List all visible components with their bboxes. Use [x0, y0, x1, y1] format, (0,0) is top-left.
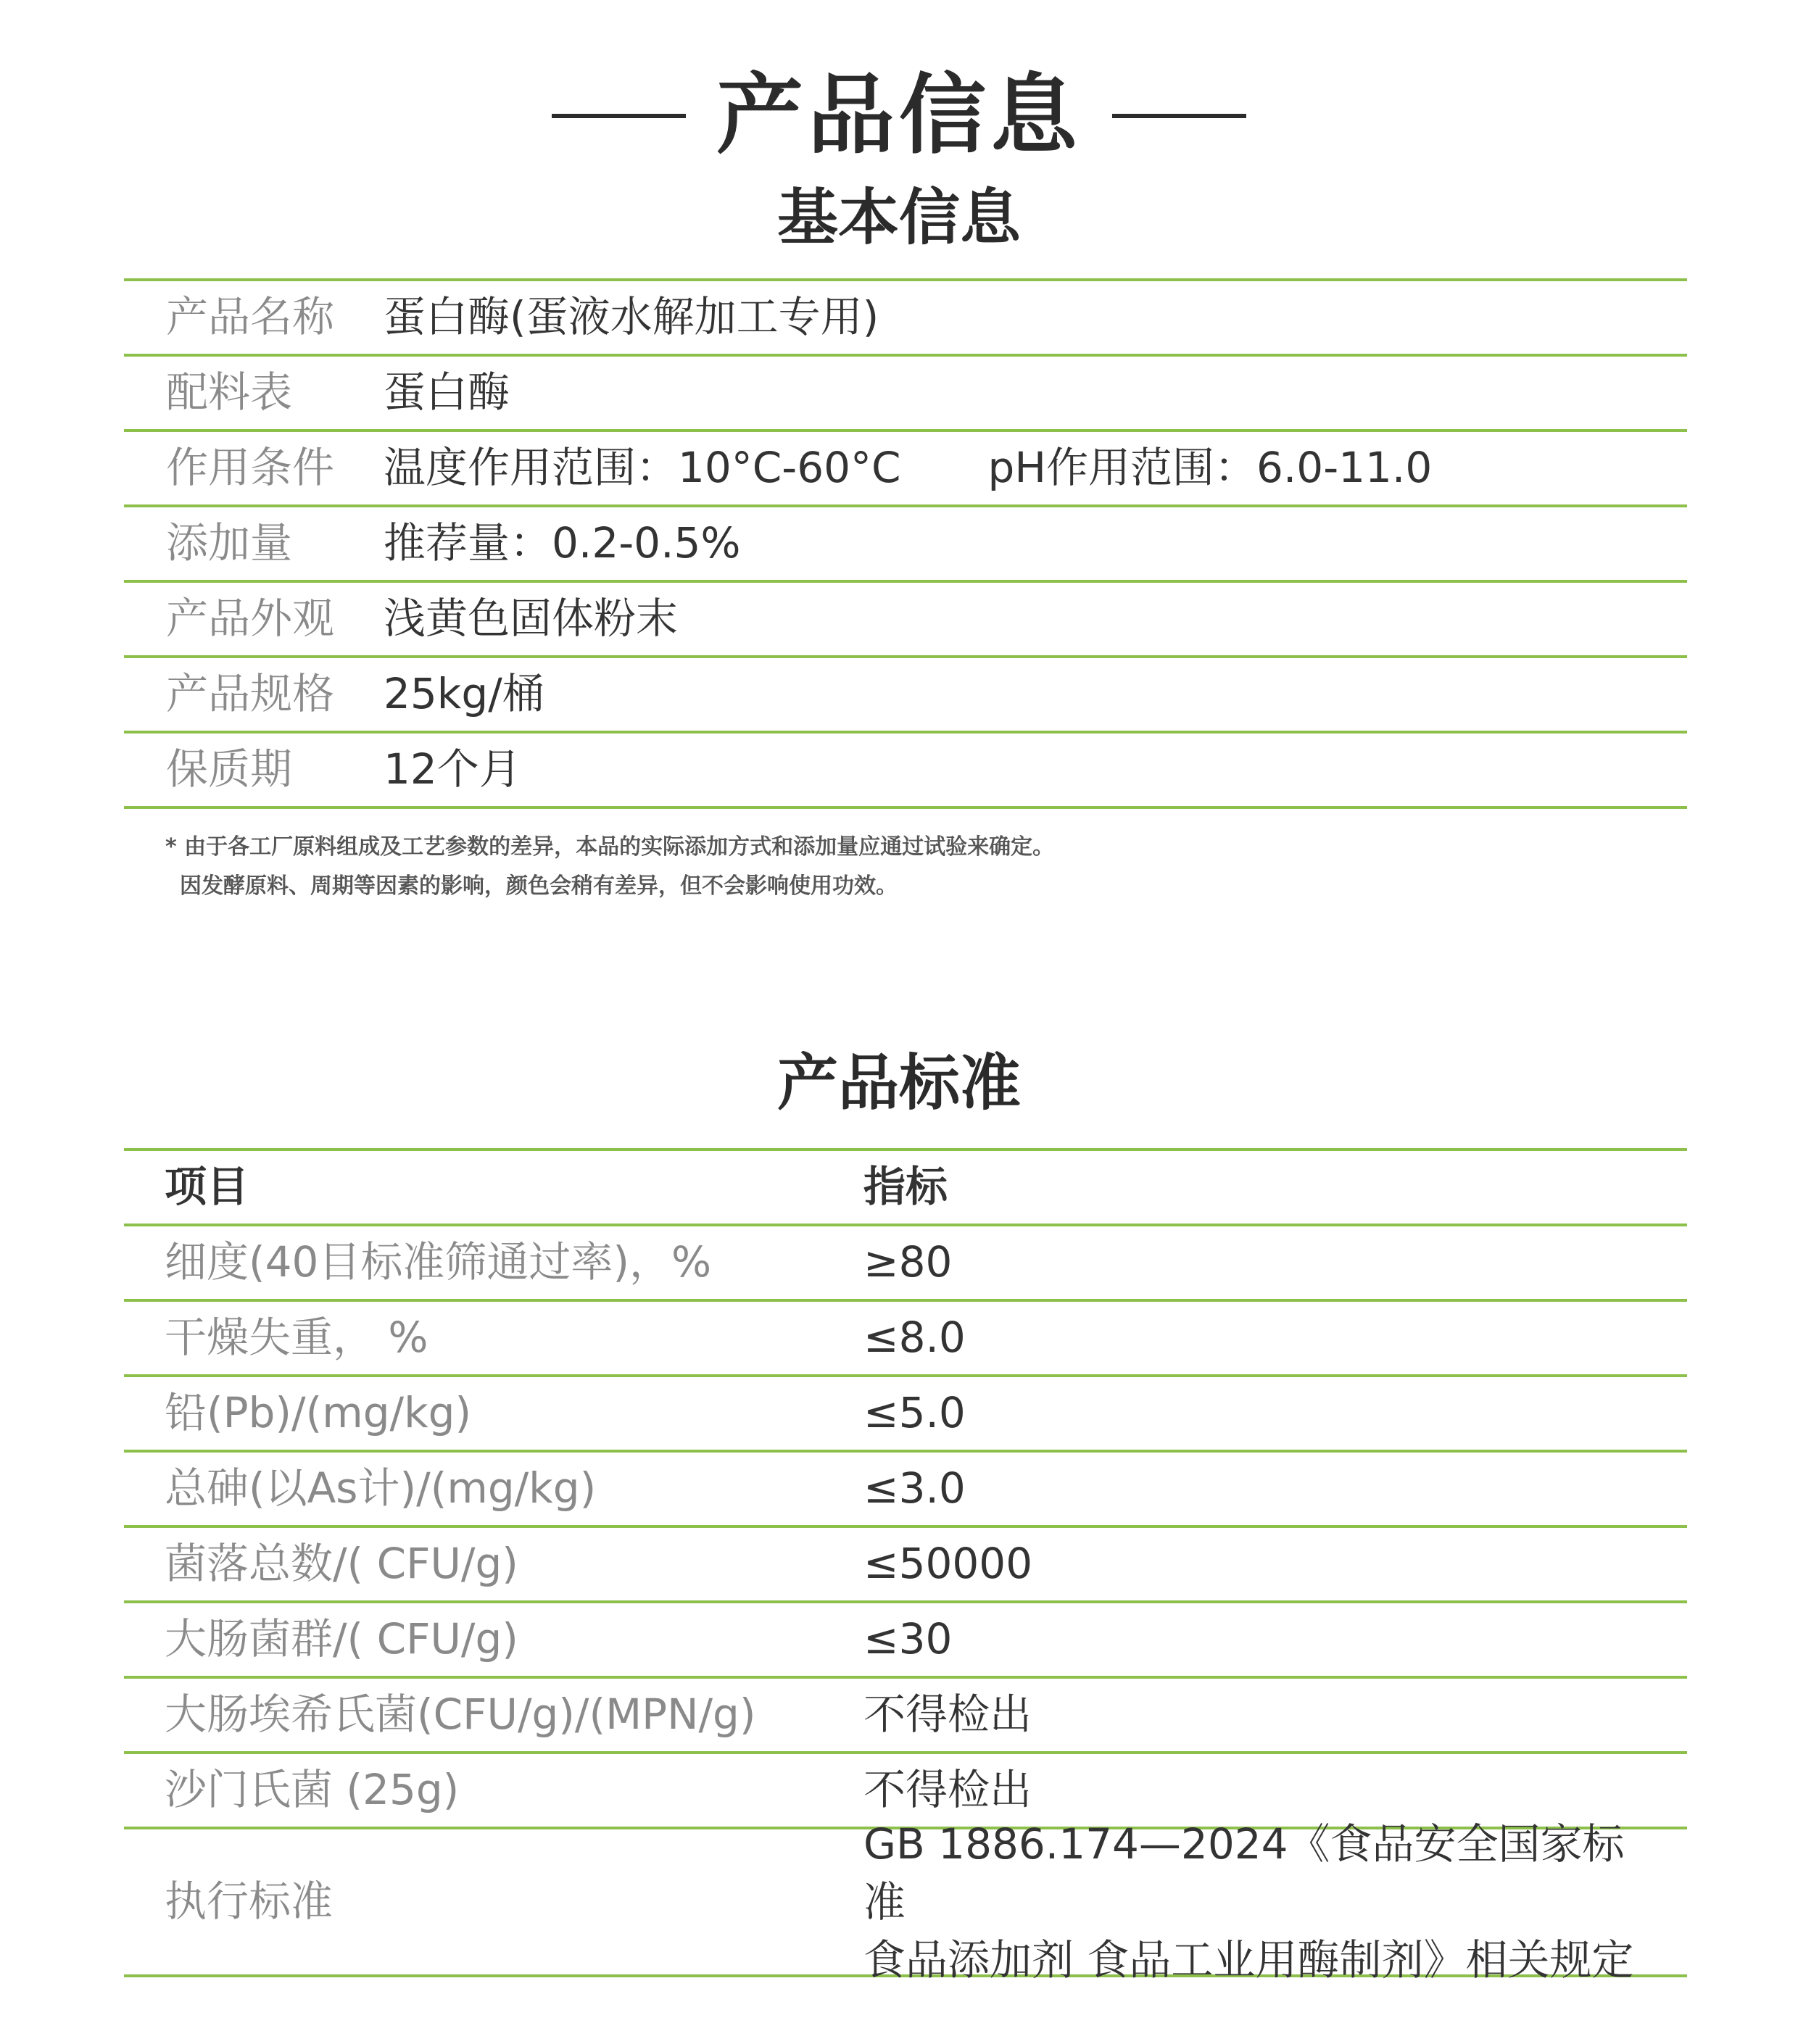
row-label: 添加量: [166, 518, 293, 568]
row-value: [863, 1815, 1661, 1989]
table-row: [124, 357, 1687, 432]
row-value: 推荐量：0.2-0.5%: [384, 518, 741, 568]
row-item: 干燥失重， %: [165, 1313, 428, 1363]
column-header-item: 项目: [165, 1162, 249, 1212]
row-value: ≤30: [863, 1614, 953, 1664]
page-title: 产品信息: [716, 65, 1082, 166]
row-label: 保质期: [166, 744, 293, 794]
row-value: 蛋白酶(蛋液水解加工专用): [384, 292, 879, 342]
table-row: [124, 507, 1687, 583]
basic-info-title: 基本信息: [776, 182, 1021, 253]
row-item: 执行标准: [165, 1877, 334, 1927]
table-row: [124, 281, 1687, 357]
table-row: [124, 1453, 1687, 1528]
row-label: 产品名称: [166, 292, 335, 342]
table-row: [124, 1302, 1687, 1377]
row-item: 大肠埃希氏菌(CFU/g)/(MPN/g): [165, 1690, 756, 1740]
row-label: 作用条件: [166, 443, 335, 493]
footnote: [165, 828, 1054, 906]
table-row: [124, 432, 1687, 507]
table-row: [124, 1679, 1687, 1754]
table-header-row: [124, 1151, 1687, 1226]
row-value: 浅黄色固体粉末: [384, 594, 679, 644]
row-item: 铅(Pb)/(mg/kg): [165, 1388, 472, 1438]
footnote-line-1: * 由于各工厂原料组成及工艺参数的差异，本品的实际添加方式和添加量应通过试验来确定。: [165, 834, 1055, 860]
title-left-dash: [552, 114, 686, 118]
temperature-range: 温度作用范围：10°C-60°C: [384, 443, 901, 493]
row-item: 沙门氏菌 (25g): [165, 1765, 460, 1815]
table-row: [124, 734, 1687, 809]
row-value: [384, 441, 1432, 495]
table-row: [124, 1226, 1687, 1302]
row-label: 产品外观: [166, 594, 335, 644]
row-value: 12个月: [384, 744, 521, 794]
column-header-index: 指标: [863, 1162, 948, 1212]
row-value: ≤5.0: [863, 1388, 966, 1438]
row-item: 菌落总数/( CFU/g): [165, 1539, 518, 1589]
row-value: ≤8.0: [863, 1313, 966, 1363]
row-value: ≤50000: [863, 1539, 1033, 1589]
row-value: 25kg/桶: [384, 669, 544, 719]
row-value: 不得检出: [863, 1690, 1032, 1740]
table-row: [124, 1377, 1687, 1453]
standards-table: [124, 1148, 1687, 1985]
standards-title: 产品标准: [776, 1047, 1021, 1118]
table-row: [124, 1528, 1687, 1603]
row-value: 不得检出: [863, 1765, 1032, 1815]
row-item: 总砷(以As计)/(mg/kg): [165, 1463, 597, 1513]
title-right-dash: [1112, 114, 1246, 118]
row-value: ≥80: [863, 1237, 953, 1287]
exec-standard-line-2: 食品添加剂 食品工业用酶制剂》相关规定: [863, 1935, 1634, 1985]
row-label: 产品规格: [166, 669, 335, 719]
table-row-exec-standard: [124, 1819, 1687, 1985]
exec-standard-line-1: GB 1886.174—2024《食品安全国家标准: [863, 1819, 1625, 1927]
row-value: 蛋白酶: [384, 367, 510, 417]
row-label: 配料表: [166, 367, 293, 417]
row-value: ≤3.0: [863, 1463, 966, 1513]
main-title: [0, 43, 1798, 188]
basic-info-table: [124, 278, 1687, 809]
row-item: 大肠菌群/( CFU/g): [165, 1614, 518, 1664]
table-row: [124, 583, 1687, 658]
ph-range: pH作用范围：6.0-11.0: [987, 443, 1433, 493]
table-row: [124, 658, 1687, 734]
footnote-line-2: 因发酵原料、周期等因素的影响，颜色会稍有差异，但不会影响使用功效。: [180, 873, 898, 899]
row-item: 细度(40目标准筛通过率)，%: [165, 1237, 712, 1287]
table-row: [124, 1603, 1687, 1679]
